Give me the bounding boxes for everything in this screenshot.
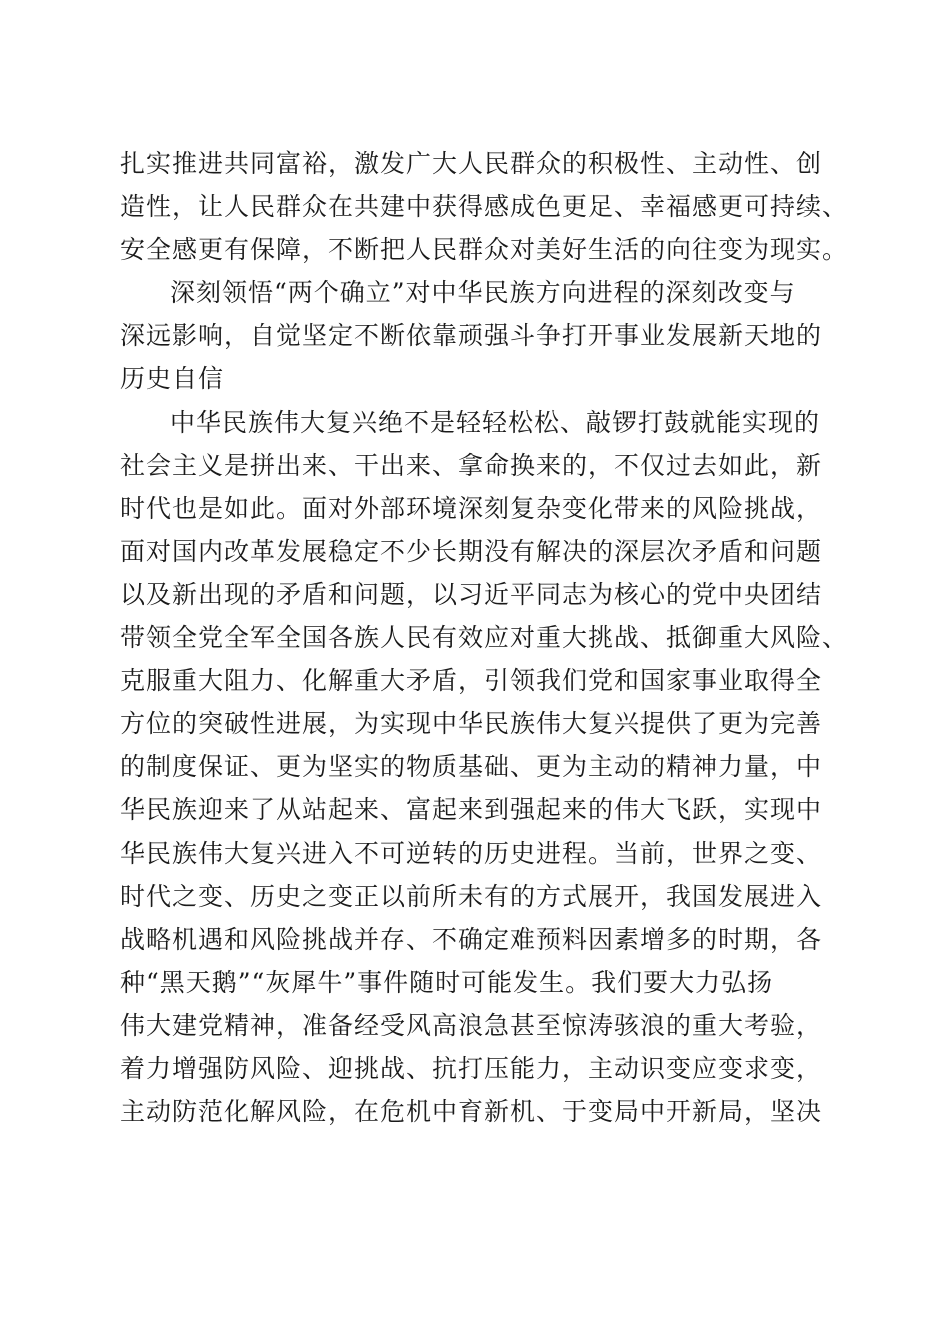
text-line: 扎实推进共同富裕，激发广大人民群众的积极性、主动性、创 — [120, 149, 823, 178]
section-heading-line: 深刻领悟“两个确立”对中华民族方向进程的深刻改变与 — [170, 278, 796, 308]
text-line: 方位的突破性进展，为实现中华民族伟大复兴提供了更为完善 — [120, 709, 823, 739]
text-line: 时代也是如此。面对外部环境深刻复杂变化带来的风险挑战， — [120, 493, 823, 523]
text-line: 中华民族伟大复兴绝不是轻轻松松、敲锣打鼓就能实现的 — [170, 407, 821, 437]
text-line: 克服重大阻力、化解重大矛盾，引领我们党和国家事业取得全 — [120, 666, 823, 696]
text-line: 华民族迎来了从站起来、富起来到强起来的伟大飞跃，实现中 — [120, 795, 823, 825]
text-line: 面对国内改革发展稳定不少长期没有解决的深层次矛盾和问题 — [120, 536, 823, 566]
text-line: 伟大建党精神，准备经受风高浪急甚至惊涛骇浪的重大考验， — [120, 1010, 823, 1040]
section-heading-line: 历史自信 — [120, 364, 225, 394]
text-line: 带领全党全军全国各族人民有效应对重大挑战、抵御重大风险、 — [120, 623, 849, 653]
text-line: 主动防范化解风险，在危机中育新机、于变局中开新局，坚决 — [120, 1097, 823, 1127]
text-line: 种“黑天鹅”“灰犀牛”事件随时可能发生。我们要大力弘扬 — [120, 967, 774, 997]
body-text — [120, 142, 849, 1133]
text-line: 造性，让人民群众在共建中获得感成色更足、幸福感更可持续、 — [120, 192, 849, 222]
text-line: 安全感更有保障，不断把人民群众对美好生活的向往变为现实。 — [120, 235, 849, 265]
text-line: 时代之变、历史之变正以前所未有的方式展开，我国发展进入 — [120, 881, 823, 911]
text-line: 的制度保证、更为坚实的物质基础、更为主动的精神力量，中 — [120, 752, 823, 782]
text-line: 华民族伟大复兴进入不可逆转的历史进程。当前，世界之变、 — [120, 838, 823, 868]
text-line: 社会主义是拼出来、干出来、拿命换来的，不仅过去如此，新 — [120, 450, 823, 480]
text-line: 着力增强防风险、迎挑战、抗打压能力，主动识变应变求变， — [120, 1053, 823, 1083]
section-heading-line: 深远影响，自觉坚定不断依靠顽强斗争打开事业发展新天地的 — [120, 321, 823, 351]
text-line: 战略机遇和风险挑战并存、不确定难预料因素增多的时期，各 — [120, 924, 823, 954]
text-line: 以及新出现的矛盾和问题，以习近平同志为核心的党中央团结 — [120, 579, 823, 609]
